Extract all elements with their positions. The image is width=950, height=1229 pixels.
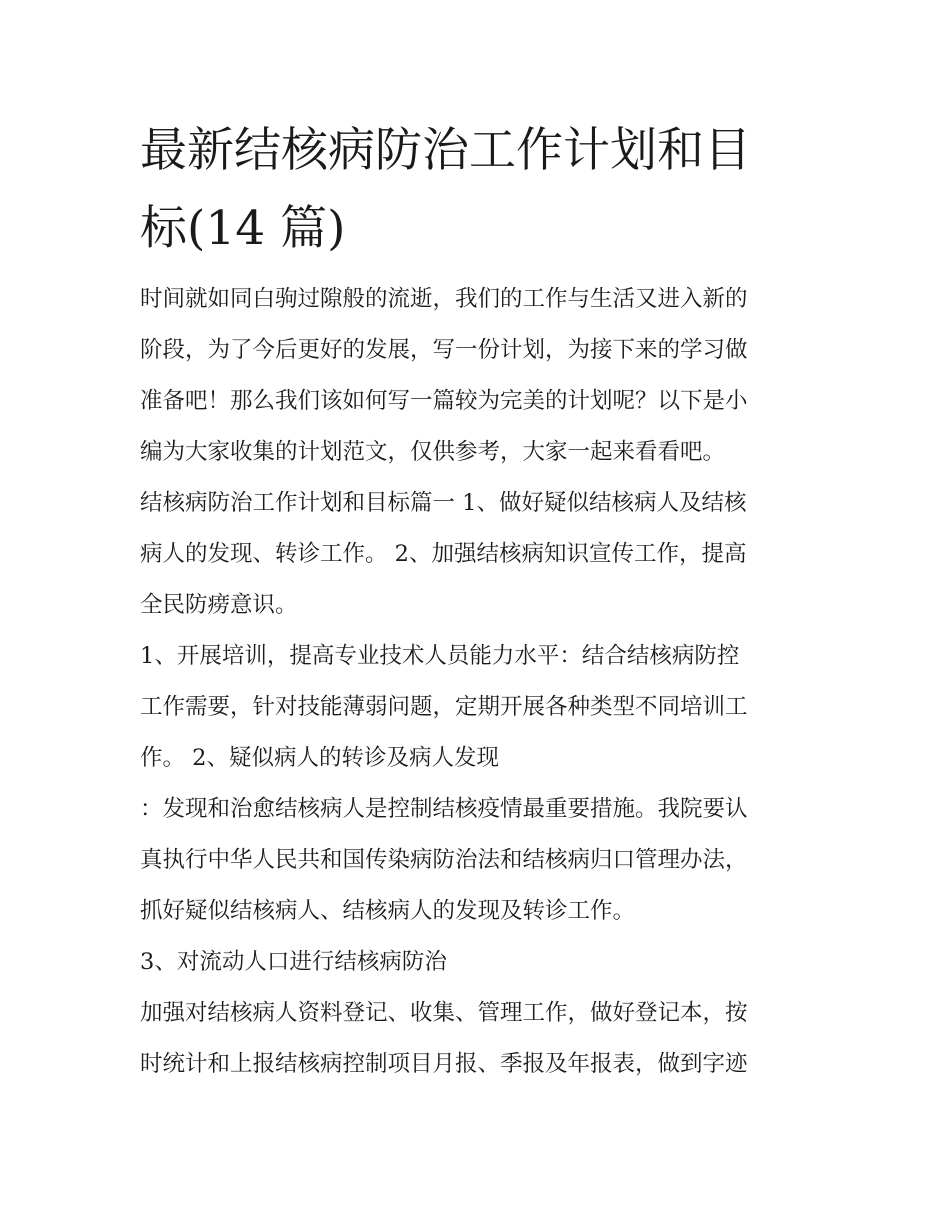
title-line-2: 标(14 篇) bbox=[140, 201, 346, 256]
training-paragraph bbox=[140, 631, 814, 784]
text-line: 真执行中华人民共和国传染病防治法和结核病归口管理办法， bbox=[140, 847, 748, 873]
discovery-paragraph bbox=[140, 784, 814, 937]
text-line: 全民防痨意识。 bbox=[140, 592, 298, 618]
document-page bbox=[140, 112, 814, 1090]
section-one-paragraph bbox=[140, 478, 814, 631]
text-line: 加强对结核病人资料登记、收集、管理工作，做好登记本，按 bbox=[140, 1000, 748, 1026]
text-line: 准备吧！那么我们该如何写一篇较为完美的计划呢？以下是小 bbox=[140, 388, 748, 414]
text-line: ：发现和治愈结核病人是控制结核疫情最重要措施。我院要认 bbox=[140, 796, 748, 822]
text-line: 抓好疑似结核病人、结核病人的发现及转诊工作。 bbox=[140, 898, 636, 924]
text-line: 病人的发现、转诊工作。 2、加强结核病知识宣传工作，提高 bbox=[140, 541, 747, 567]
page-title bbox=[140, 112, 814, 268]
intro-paragraph bbox=[140, 274, 814, 478]
records-paragraph bbox=[140, 988, 814, 1090]
text-line: 阶段，为了今后更好的发展，写一份计划，为接下来的学习做 bbox=[140, 337, 748, 363]
title-line-1: 最新结核病防治工作计划和目 bbox=[140, 123, 751, 178]
text-line: 1、开展培训，提高专业技术人员能力水平：结合结核病防控 bbox=[140, 643, 740, 669]
text-line: 时间就如同白驹过隙般的流逝，我们的工作与生活又进入新的 bbox=[140, 286, 748, 312]
text-line: 3、对流动人口进行结核病防治 bbox=[140, 949, 447, 975]
text-line: 作。 2、疑似病人的转诊及病人发现 bbox=[140, 745, 499, 771]
text-line: 工作需要，针对技能薄弱问题，定期开展各种类型不同培训工 bbox=[140, 694, 748, 720]
migrant-heading-paragraph bbox=[140, 937, 814, 988]
text-line: 结核病防治工作计划和目标篇一 1、做好疑似结核病人及结核 bbox=[140, 490, 747, 516]
text-line: 编为大家收集的计划范文，仅供参考，大家一起来看看吧。 bbox=[140, 439, 726, 465]
text-line: 时统计和上报结核病控制项目月报、季报及年报表，做到字迹 bbox=[140, 1051, 748, 1077]
